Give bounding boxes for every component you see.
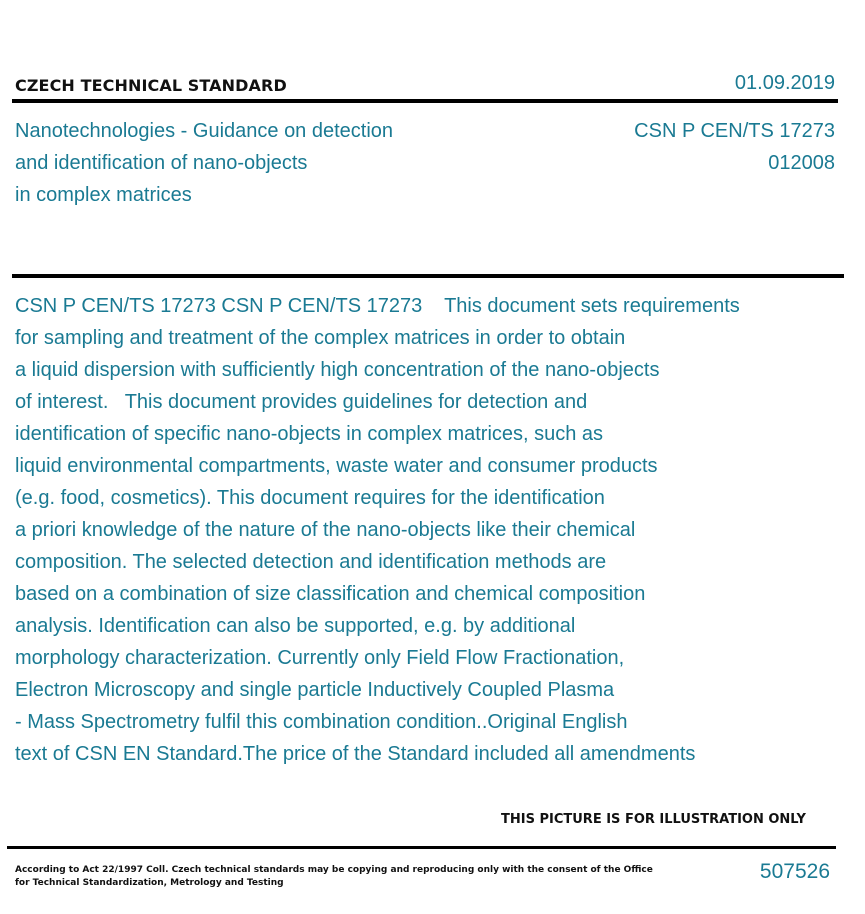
title-line: Nanotechnologies - Guidance on detection <box>15 120 394 142</box>
title-line: and identification of nano-objects <box>15 152 308 174</box>
description-line: liquid environmental compartments, waste water and consumer products <box>15 455 658 477</box>
description-line: analysis. Identification can also be supported, e.g. by additional <box>15 615 576 637</box>
description-line: - Mass Spectrometry fulfil this combination condition..Original English <box>15 711 628 733</box>
standard-identifier <box>634 115 835 179</box>
document-description <box>15 290 740 770</box>
description-line: a priori knowledge of the nature of the nano-objects like their chemical <box>15 519 636 541</box>
description-line: composition. The selected detection and identification methods are <box>15 551 607 573</box>
description-line: for sampling and treatment of the complex matrices in order to obtain <box>15 327 626 349</box>
description-line: text of CSN EN Standard.The price of the Standard included all amendments <box>15 743 696 765</box>
description-line: of interest. This document provides guidelines for detection and <box>15 391 588 413</box>
publication-date: 01.09.2019 <box>734 72 835 94</box>
document-title <box>15 115 393 211</box>
footer-divider <box>7 846 836 849</box>
description-line: CSN P CEN/TS 17273 CSN P CEN/TS 17273 This document sets requirements <box>15 295 740 317</box>
document-number: 507526 <box>759 860 830 883</box>
title-divider <box>12 274 844 278</box>
description-line: based on a combination of size classification and chemical composition <box>15 583 646 605</box>
description-line: morphology characterization. Currently only Field Flow Fractionation, <box>15 647 625 669</box>
header-label: CZECH TECHNICAL STANDARD <box>15 76 287 95</box>
legal-line: for Technical Standardization, Metrology and Testing <box>15 878 284 888</box>
description-line: identification of specific nano-objects in complex matrices, such as <box>15 423 604 445</box>
legal-line: According to Act 22/1997 Coll. Czech technical standards may be copying and reproducing only with the consent of the Office <box>15 865 653 875</box>
standard-code: CSN P CEN/TS 17273 <box>634 120 835 142</box>
illustration-note: THIS PICTURE IS FOR ILLUSTRATION ONLY <box>501 812 806 827</box>
title-line: in complex matrices <box>15 184 192 206</box>
description-line: a liquid dispersion with sufficiently high concentration of the nano-objects <box>15 359 660 381</box>
description-line: (e.g. food, cosmetics). This document requires for the identification <box>15 487 605 509</box>
description-line: Electron Microscopy and single particle Inductively Coupled Plasma <box>15 679 615 701</box>
class-number: 012008 <box>768 152 835 174</box>
legal-notice <box>15 864 653 890</box>
header-divider <box>12 99 838 103</box>
